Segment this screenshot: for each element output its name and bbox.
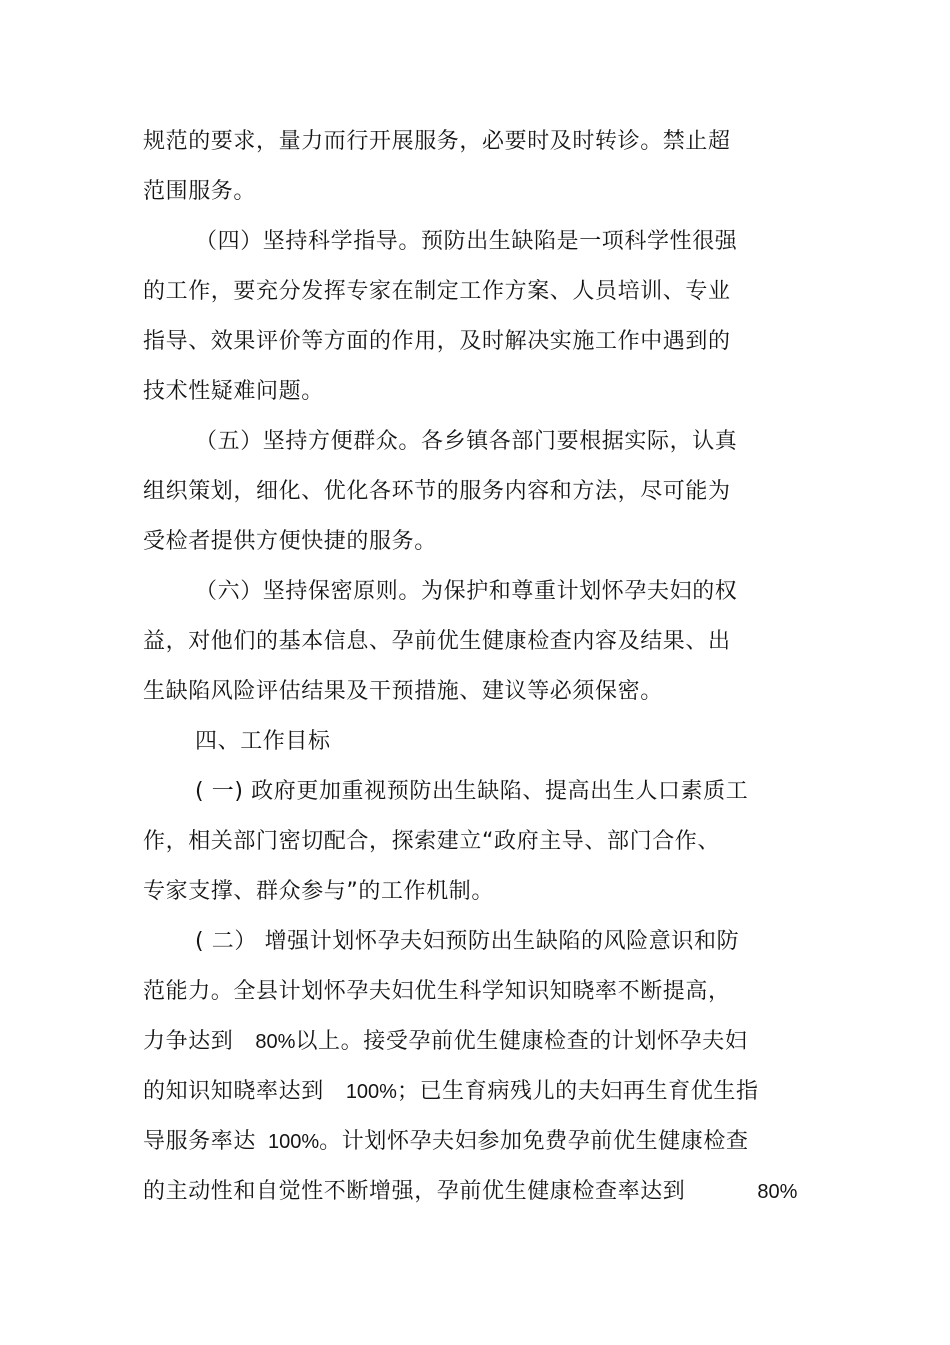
percent-value: 80% [757,1181,798,1203]
paragraph-line: 技术性疑难问题。 [143,379,324,404]
text-run: 以上。接受孕前优生健康检查的计划怀孕夫妇 [295,1029,748,1054]
percent-value: 80% [255,1031,296,1053]
paragraph-line: 生缺陷风险评估结果及干预措施、建议等必须保密。 [143,679,663,704]
text-run: 。计划怀孕夫妇参加免费孕前优生健康检查 [319,1129,749,1154]
paragraph-line [143,1077,759,1107]
paragraph-line: （四）坚持科学指导。预防出生缺陷是一项科学性很强 [195,229,738,254]
paragraph-line: ( 一) 政府更加重视预防出生缺陷、提高出生人口素质工 [195,779,749,804]
text-run: 力争达到 [143,1029,234,1054]
paragraph-line: 范能力。全县计划怀孕夫妇优生科学知识知晓率不断提高， [143,979,731,1004]
paragraph-line [143,1177,797,1207]
text-run: ；已生育病残儿的夫妇再生育优生指 [396,1079,759,1104]
paragraph-line [143,1127,749,1157]
paragraph-line [143,1027,747,1057]
paragraph-line: 规范的要求，量力而行开展服务，必要时及时转诊。禁止超 [143,129,731,154]
paragraph-line: 专家支撑、群众参与”的工作机制。 [143,879,494,904]
paragraph-line: 作，相关部门密切配合，探索建立“政府主导、部门合作、 [143,829,720,854]
paragraph-line: 范围服务。 [143,179,257,204]
paragraph-line: 的工作，要充分发挥专家在制定工作方案、人员培训、专业 [143,279,731,304]
paragraph-line: 组织策划，细化、优化各环节的服务内容和方法，尽可能为 [143,479,731,504]
text-run: 导服务率达 [143,1129,257,1154]
section-heading: 四、工作目标 [195,729,331,754]
percent-value: 100% [268,1131,320,1153]
paragraph-line: （五）坚持方便群众。各乡镇各部门要根据实际，认真 [195,429,738,454]
paragraph-line: 益，对他们的基本信息、孕前优生健康检查内容及结果、出 [143,629,731,654]
paragraph-line: ( 二） 增强计划怀孕夫妇预防出生缺陷的风险意识和防 [195,929,740,954]
text-run: 的主动性和自觉性不断增强，孕前优生健康检查率达到 [143,1179,686,1204]
paragraph-line: 指导、效果评价等方面的作用，及时解决实施工作中遇到的 [143,329,731,354]
paragraph-line: （六）坚持保密原则。为保护和尊重计划怀孕夫妇的权 [195,579,738,604]
percent-value: 100% [345,1081,397,1103]
text-run: 的知识知晓率达到 [143,1079,324,1104]
paragraph-line: 受检者提供方便快捷的服务。 [143,529,437,554]
